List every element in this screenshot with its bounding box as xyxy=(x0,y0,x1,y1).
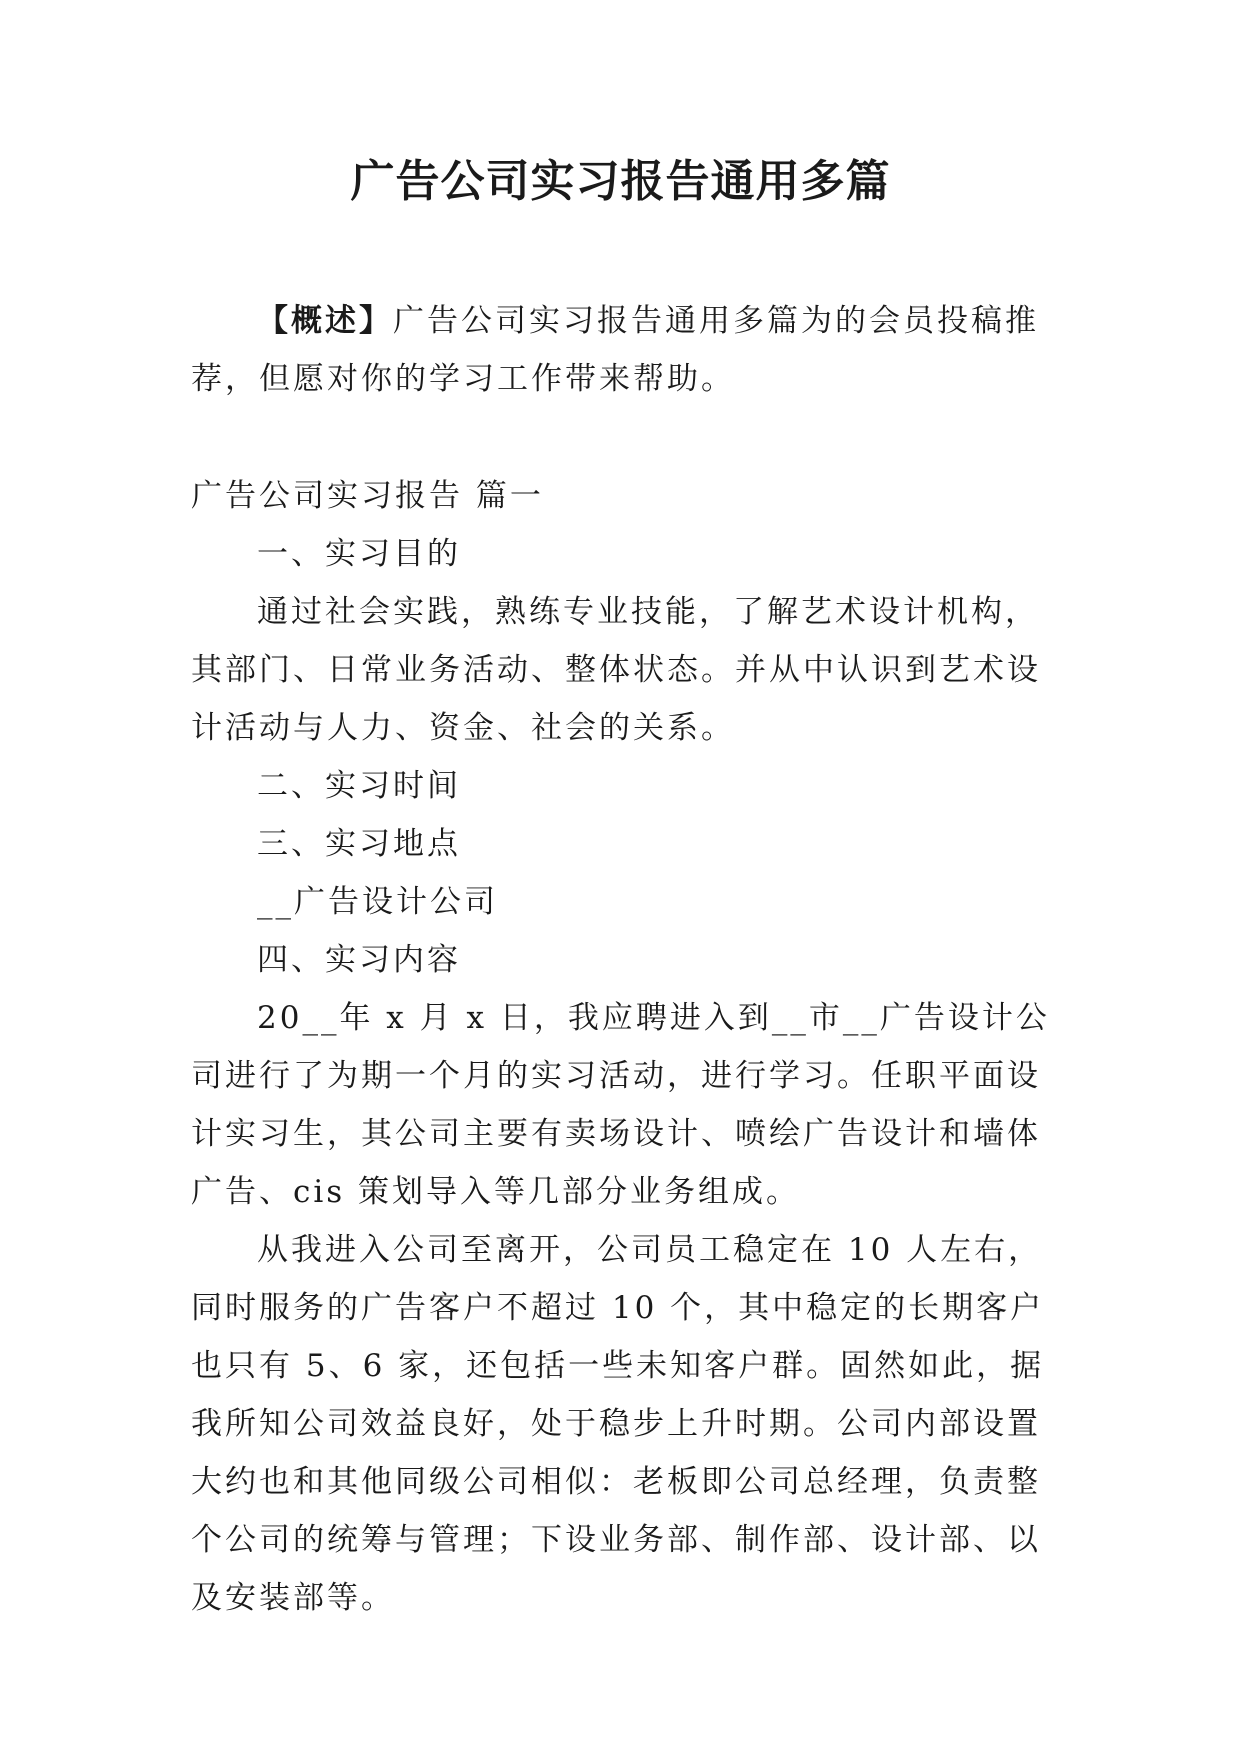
heading-purpose: 一、实习目的 xyxy=(257,536,461,572)
document-title: 广告公司实习报告通用多篇 xyxy=(350,156,891,207)
heading-location: 三、实习地点 xyxy=(257,826,461,862)
paragraph-purpose: 通过社会实践，熟练专业技能，了解艺术设计机构，其部门、日常业务活动、整体状态。并从中认识到艺术设计活动与人力、资金、社会的关系。 xyxy=(191,594,1041,746)
paragraph-location: __广告设计公司 xyxy=(257,884,498,920)
paragraph-content-1: 20__年 x 月 x 日，我应聘进入到__市__广告设计公司进行了为期一个月的实习活动，进行学习。任职平面设计实习生，其公司主要有卖场设计、喷绘广告设计和墙体广告、cis 策划导入等几部分业务组成。 xyxy=(191,1000,1050,1210)
document-body xyxy=(191,467,1053,1627)
summary-paragraph xyxy=(191,292,1053,408)
heading-time: 二、实习时间 xyxy=(257,768,461,804)
heading-content: 四、实习内容 xyxy=(257,942,461,978)
paragraph-content-2: 从我进入公司至离开，公司员工稳定在 10 人左右，同时服务的广告客户不超过 10 个，其中稳定的长期客户也只有 5、6 家，还包括一些未知客户群。固然如此，据我所知公司效益良好，处于稳步上升时期。公司内部设置大约也和其他同级公司相似：老板即公司总经理，负责整个公司的统筹与管理；下设业务部、制作部、设计部、以及安装部等。 xyxy=(191,1232,1045,1616)
section-heading: 广告公司实习报告 篇一 xyxy=(191,478,544,514)
summary-tag: 【概述】 xyxy=(257,303,393,339)
summary-text: 广告公司实习报告通用多篇为的会员投稿推荐，但愿对你的学习工作带来帮助。 xyxy=(191,303,1039,397)
